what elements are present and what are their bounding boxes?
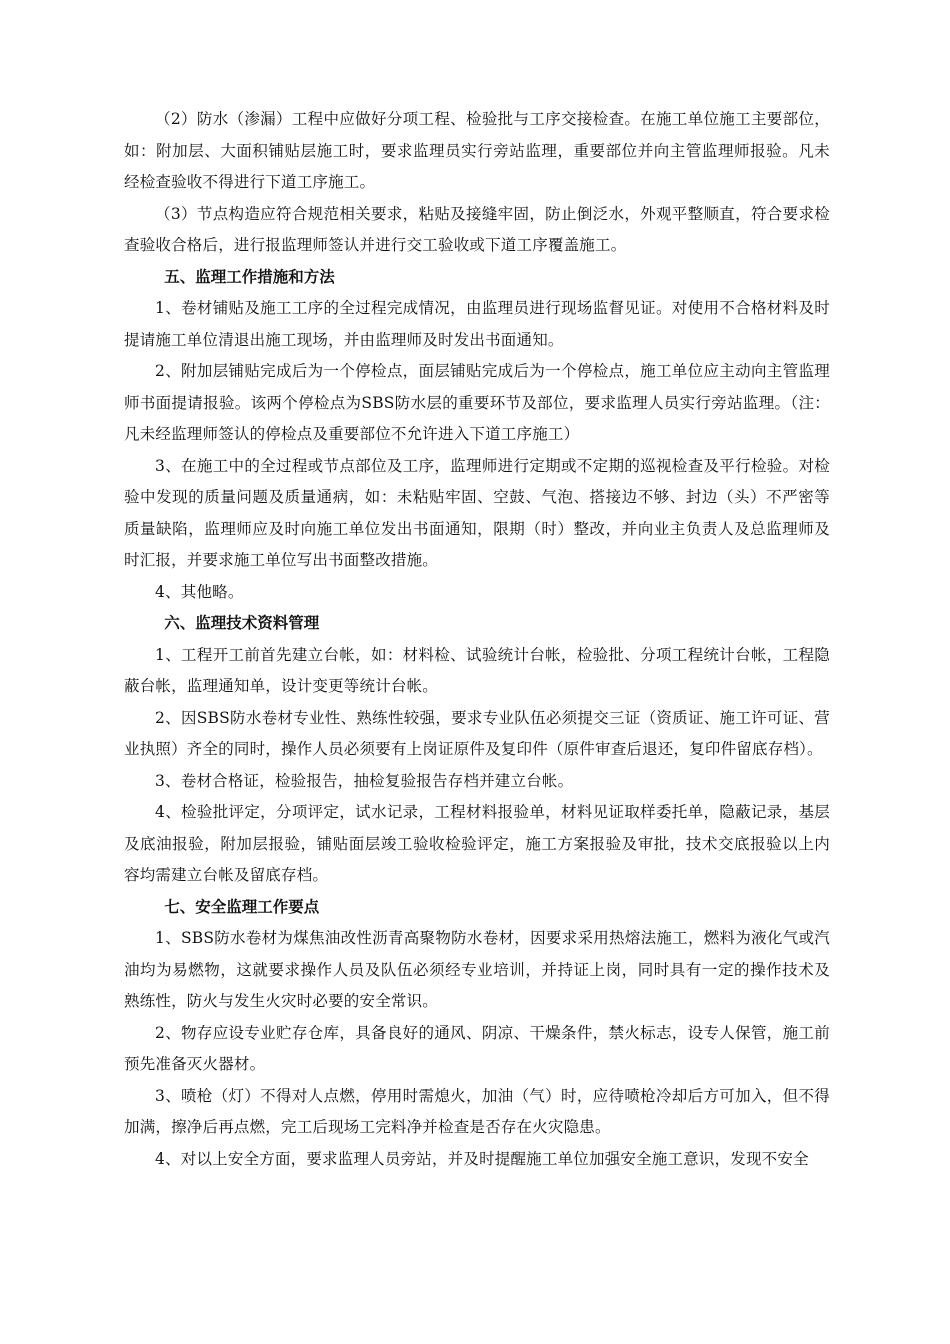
- paragraph-safety-3: 3、喷枪（灯）不得对人点燃，停用时需熄火，加油（气）时，应待喷枪冷却后方可加入，但不得加满，擦净后再点燃，完工后现场工完料净并检查是否存在火灾隐患。: [124, 1086, 830, 1136]
- paragraph-safety-4: 4、对以上安全方面，要求监理人员旁站，并及时提醒施工单位加强安全施工意识，发现不安全: [155, 1149, 809, 1168]
- paragraph-safety-2: 2、物存应设专业贮存仓库，具备良好的通风、阴凉、干燥条件，禁火标志，设专人保管，施工前预先准备灭火器材。: [124, 1023, 830, 1073]
- section-heading-supervision-measures: 五、监理工作措施和方法: [164, 267, 335, 286]
- paragraph-measure-4: 4、其他略。: [155, 582, 244, 601]
- paragraph-measure-1: 1、卷材铺贴及施工工序的全过程完成情况，由监理员进行现场监督见证。对使用不合格材料及时提请施工单位清退出施工现场，并由监理师及时发出书面通知。: [124, 299, 830, 349]
- paragraph-joint-construction: （3）节点构造应符合规范相关要求，粘贴及接缝牢固，防止倒泛水，外观平整顺直，符合要求检查验收合格后，进行报监理师签认并进行交工验收或下道工序覆盖施工。: [124, 204, 830, 254]
- section-heading-technical-records: 六、监理技术资料管理: [164, 614, 320, 632]
- paragraph-records-3: 3、卷材合格证，检验报告，抽检复验报告存档并建立台帐。: [155, 771, 574, 790]
- paragraph-records-2: 2、因SBS防水卷材专业性、熟练性较强，要求专业队伍必须提交三证（资质证、施工许可证、营业执照）齐全的同时，操作人员必须要有上岗证原件及复印件（原件审查后退还，复印件留底存档）。: [124, 708, 830, 758]
- paragraph-safety-1: 1、SBS防水卷材为煤焦油改性沥青高聚物防水卷材，因要求采用热熔法施工，燃料为液化气或汽油均为易燃物，这就要求操作人员及队伍必须经专业培训，并持证上岗，同时具有一定的操作技术及熟练性，防火与发生火灾时必要的安全常识。: [124, 929, 830, 1010]
- section-heading-safety-points: 七、安全监理工作要点: [164, 897, 320, 916]
- paragraph-measure-3: 3、在施工中的全过程或节点部位及工序，监理师进行定期或不定期的巡视检查及平行检验。对检验中发现的质量问题及质量通病，如：未粘贴牢固、空鼓、气泡、搭接边不够、封边（头）不严密等质量缺陷，监理师应及时向施工单位发出书面通知，限期（时）整改，并向业主负责人及总监理师及时汇报，并要求施工单位写出书面整改措施。: [124, 456, 830, 569]
- paragraph-waterproof-inspection: （2）防水（渗漏）工程中应做好分项工程、检验批与工序交接检查。在施工单位施工主要部位，如：附加层、大面积铺贴层施工时，要求监理员实行旁站监理，重要部位并向主管监理师报验。凡未经检查验收不得进行下道工序施工。: [124, 110, 830, 191]
- paragraph-measure-2: 2、附加层铺贴完成后为一个停检点，面层铺贴完成后为一个停检点，施工单位应主动向主管监理师书面提请报验。该两个停检点为SBS防水层的重要环节及部位，要求监理人员实行旁站监理。（注：凡未经监理师签认的停检点及重要部位不允许进入下道工序施工）: [124, 362, 830, 443]
- paragraph-records-4: 4、检验批评定，分项评定，试水记录，工程材料报验单，材料见证取样委托单，隐蔽记录，基层及底油报验，附加层报验，铺贴面层竣工验收检验评定，施工方案报验及审批，技术交底报验以上内容均需建立台帐及留底存档。: [124, 803, 830, 884]
- paragraph-records-1: 1、工程开工前首先建立台帐，如：材料检、试验统计台帐，检验批、分项工程统计台帐，工程隐蔽台帐，监理通知单，设计变更等统计台帐。: [124, 645, 830, 695]
- document-page: [124, 104, 830, 1175]
